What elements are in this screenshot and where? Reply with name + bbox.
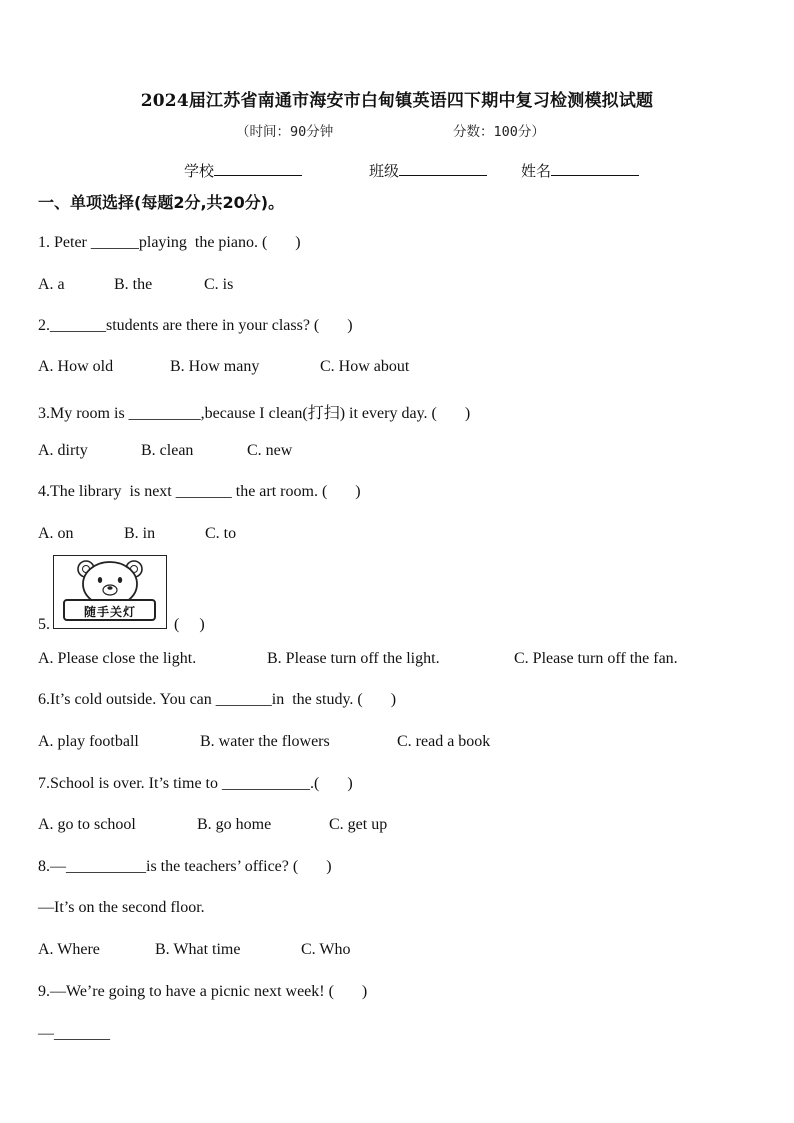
q3-option-a: A. dirty (38, 442, 88, 459)
question-8-reply: —It’s on the second floor. (38, 899, 205, 916)
class-field (369, 160, 487, 181)
name-field (521, 160, 639, 181)
q7-option-c: C. get up (329, 816, 388, 833)
page-title: 2024届江苏省南通市海安市白甸镇英语四下期中复习检测模拟试题 (140, 91, 654, 111)
name-blank (551, 161, 639, 176)
q7-option-a: A. go to school (38, 816, 136, 833)
school-field (184, 160, 302, 181)
q2-option-b: B. How many (170, 358, 260, 375)
exam-time: （时间：90分钟 (236, 124, 334, 140)
q6-option-a: A. play football (38, 733, 139, 750)
q2-option-a: A. How old (38, 358, 114, 375)
question-1: 1. Peter ______playing the piano. ( ) (38, 234, 301, 251)
q5-option-a: A. Please close the light. (38, 650, 197, 667)
question-5-paren: ( ) (174, 616, 205, 633)
q8-option-b: B. What time (155, 941, 241, 958)
class-label: 班级 (369, 162, 400, 180)
q5-option-c: C. Please turn off the fan. (514, 650, 678, 667)
sign-text: 随手关灯 (83, 605, 136, 619)
q6-option-c: C. read a book (397, 733, 491, 750)
exam-score: 分数：100分） (453, 124, 545, 140)
q1-option-b: B. the (114, 276, 153, 293)
class-blank (399, 161, 487, 176)
question-6: 6.It’s cold outside. You can _______in the study. ( ) (38, 691, 397, 708)
question-2: 2._______students are there in your class? ( ) (38, 317, 353, 334)
school-label: 学校 (184, 162, 215, 180)
q4-option-b: B. in (124, 525, 156, 542)
q8-option-a: A. Where (38, 941, 100, 958)
school-blank (214, 161, 302, 176)
q1-option-c: C. is (204, 276, 234, 293)
q8-option-c: C. Who (301, 941, 351, 958)
bear-light-sign-icon (53, 555, 167, 629)
q3-option-c: C. new (247, 442, 293, 459)
q1-option-a: A. a (38, 276, 65, 293)
q4-option-a: A. on (38, 525, 74, 542)
question-3: 3.My room is _________,because I clean(打扫) it every day. ( ) (38, 405, 471, 422)
q2-option-c: C. How about (320, 358, 410, 375)
question-4: 4.The library is next _______ the art room. ( ) (38, 483, 361, 500)
question-9-reply: —_______ (38, 1025, 110, 1042)
name-label: 姓名 (521, 162, 552, 180)
question-5-number: 5. (38, 616, 50, 633)
section-title: 一、单项选择(每题2分,共20分)。 (38, 193, 285, 212)
question-8: 8.—__________is the teachers’ office? ( ) (38, 858, 332, 875)
q5-option-b: B. Please turn off the light. (267, 650, 440, 667)
question-9: 9.—We’re going to have a picnic next week! ( ) (38, 983, 368, 1000)
question-7: 7.School is over. It’s time to ___________.( ) (38, 775, 353, 792)
q3-option-b: B. clean (141, 442, 194, 459)
q4-option-c: C. to (205, 525, 237, 542)
q6-option-b: B. water the flowers (200, 733, 330, 750)
q7-option-b: B. go home (197, 816, 272, 833)
